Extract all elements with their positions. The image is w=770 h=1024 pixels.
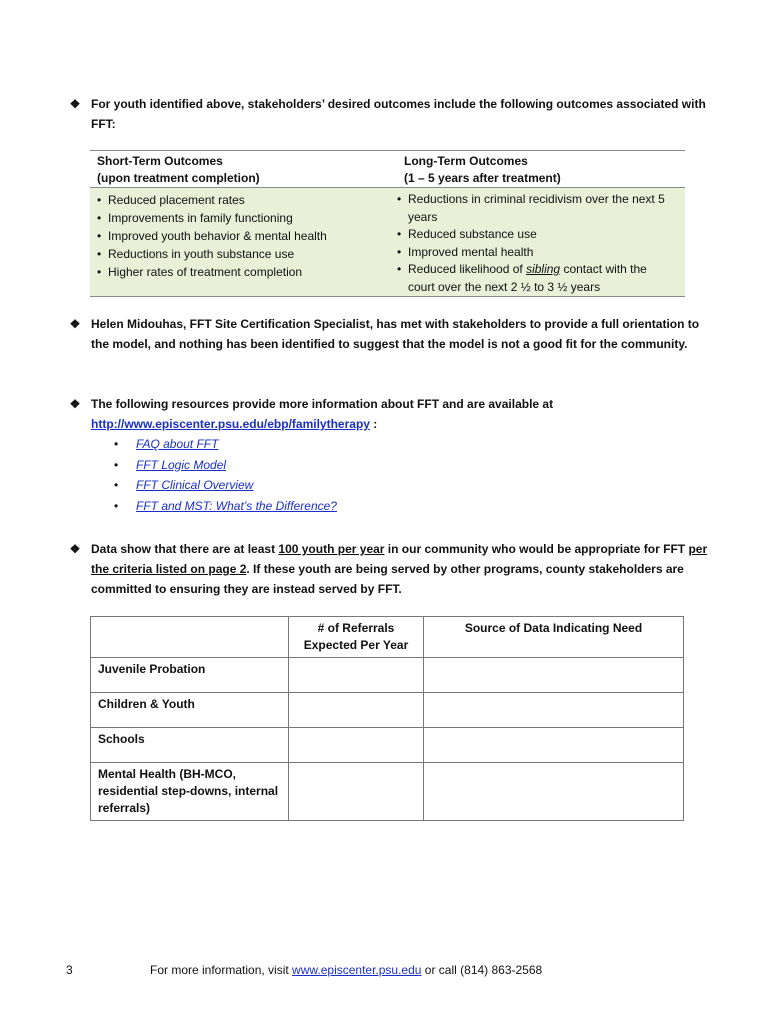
long-term-header bbox=[397, 151, 684, 187]
diamond-bullet-icon: ❖ bbox=[69, 397, 81, 411]
diamond-bullet-icon: ❖ bbox=[69, 97, 81, 111]
list-item bbox=[110, 455, 337, 476]
bullet-icon: • bbox=[114, 437, 119, 451]
outcomes-body bbox=[90, 187, 685, 296]
page-number: 3 bbox=[66, 963, 73, 977]
table-row bbox=[91, 658, 684, 693]
diamond-bullet-icon: ❖ bbox=[69, 542, 81, 556]
referrals-cell[interactable] bbox=[289, 728, 424, 763]
list-item: • Improved mental health bbox=[397, 244, 670, 262]
long-term-list bbox=[390, 188, 670, 296]
bullet-icon: • bbox=[114, 478, 119, 492]
resources-section bbox=[68, 394, 708, 434]
row-label: Juvenile Probation bbox=[91, 658, 289, 693]
list-item: • Reductions in youth substance use bbox=[97, 245, 390, 263]
footer-contact bbox=[150, 962, 542, 978]
row-label: Children & Youth bbox=[91, 693, 289, 728]
outcomes-header bbox=[90, 151, 685, 187]
orientation-text: Helen Midouhas, FFT Site Certification Specialist, has met with stakeholders to provide a full orientation to the model, and nothing has been identified to suggest that the model is not a good fit for the community. bbox=[91, 317, 700, 351]
short-term-subtitle: (upon treatment completion) bbox=[97, 171, 260, 185]
table-row bbox=[91, 728, 684, 763]
short-term-list bbox=[90, 188, 390, 296]
list-item: • Reduced substance use bbox=[397, 226, 670, 244]
source-header: Source of Data Indicating Need bbox=[424, 617, 684, 658]
table-header-row bbox=[91, 617, 684, 658]
footer-text: For more information, visit bbox=[150, 963, 293, 977]
referrals-table bbox=[90, 616, 684, 821]
referrals-cell[interactable] bbox=[289, 763, 424, 821]
outcomes-table bbox=[90, 150, 685, 297]
criteria-reference: per the criteria listed on page 2 bbox=[91, 542, 708, 576]
bullet-icon: • bbox=[114, 498, 119, 513]
orientation-note bbox=[68, 314, 708, 354]
list-item: • Improved youth behavior & mental health bbox=[97, 227, 390, 245]
item-text: contact with the court over the next 2 ½ to 3 ½ years bbox=[408, 262, 647, 294]
item-emphasis: sibling bbox=[526, 262, 561, 276]
footer-phone: or call (814) 863-2568 bbox=[421, 963, 543, 977]
episcenter-link[interactable]: www.episcenter.psu.edu bbox=[292, 963, 422, 977]
source-cell[interactable] bbox=[424, 658, 684, 693]
row-label: Schools bbox=[91, 728, 289, 763]
list-item bbox=[110, 434, 337, 455]
list-item bbox=[397, 261, 670, 296]
statement-text: Data show that there are at least bbox=[91, 542, 279, 556]
list-item: • Improvements in family functioning bbox=[97, 209, 390, 227]
list-item: • Higher rates of treatment completion bbox=[97, 263, 390, 281]
clinical-overview-link[interactable]: FFT Clinical Overview bbox=[136, 478, 254, 492]
referrals-cell[interactable] bbox=[289, 693, 424, 728]
table-row bbox=[91, 693, 684, 728]
list-item: • Reductions in criminal recidivism over the next 5 years bbox=[397, 191, 670, 226]
list-item bbox=[110, 496, 337, 517]
source-cell[interactable] bbox=[424, 728, 684, 763]
data-statement bbox=[68, 539, 708, 599]
blank-header bbox=[91, 617, 289, 658]
source-cell[interactable] bbox=[424, 763, 684, 821]
source-cell[interactable] bbox=[424, 693, 684, 728]
list-item: • Reduced placement rates bbox=[97, 191, 390, 209]
diamond-bullet-icon: ❖ bbox=[69, 317, 81, 331]
outcomes-intro bbox=[68, 94, 708, 134]
resource-list bbox=[110, 434, 337, 516]
faq-link[interactable]: FAQ about FFT bbox=[136, 437, 219, 451]
row-label: Mental Health (BH-MCO, residential step-downs, internal referrals) bbox=[91, 763, 289, 821]
youth-count: 100 youth per year bbox=[278, 542, 385, 556]
resources-text: The following resources provide more information about FFT and are available at bbox=[91, 397, 554, 411]
long-term-subtitle: (1 – 5 years after treatment) bbox=[404, 171, 561, 185]
link-suffix: : bbox=[369, 417, 378, 431]
table-row bbox=[91, 763, 684, 821]
long-term-title: Long-Term Outcomes bbox=[404, 154, 528, 168]
item-text: Reduced likelihood of bbox=[408, 262, 527, 276]
logic-model-link[interactable]: FFT Logic Model bbox=[136, 457, 227, 472]
short-term-title: Short-Term Outcomes bbox=[97, 154, 223, 168]
statement-text: . If these youth are being served by other programs, county stakeholders are committed to ensuring they are instead served by FFT. bbox=[91, 562, 684, 596]
referrals-header: # of Referrals Expected Per Year bbox=[289, 617, 424, 658]
list-item bbox=[110, 475, 337, 496]
outcomes-intro-text: For youth identified above, stakeholders’ desired outcomes include the following outcomes associated with FFT: bbox=[91, 97, 706, 131]
short-term-header bbox=[90, 151, 397, 187]
bullet-icon: • bbox=[114, 457, 119, 472]
statement-text: in our community who would be appropriate for FFT bbox=[384, 542, 689, 556]
familytherapy-link[interactable]: http://www.episcenter.psu.edu/ebp/familytherapy bbox=[91, 417, 370, 431]
fft-mst-link[interactable]: FFT and MST: What’s the Difference? bbox=[136, 498, 337, 513]
referrals-cell[interactable] bbox=[289, 658, 424, 693]
